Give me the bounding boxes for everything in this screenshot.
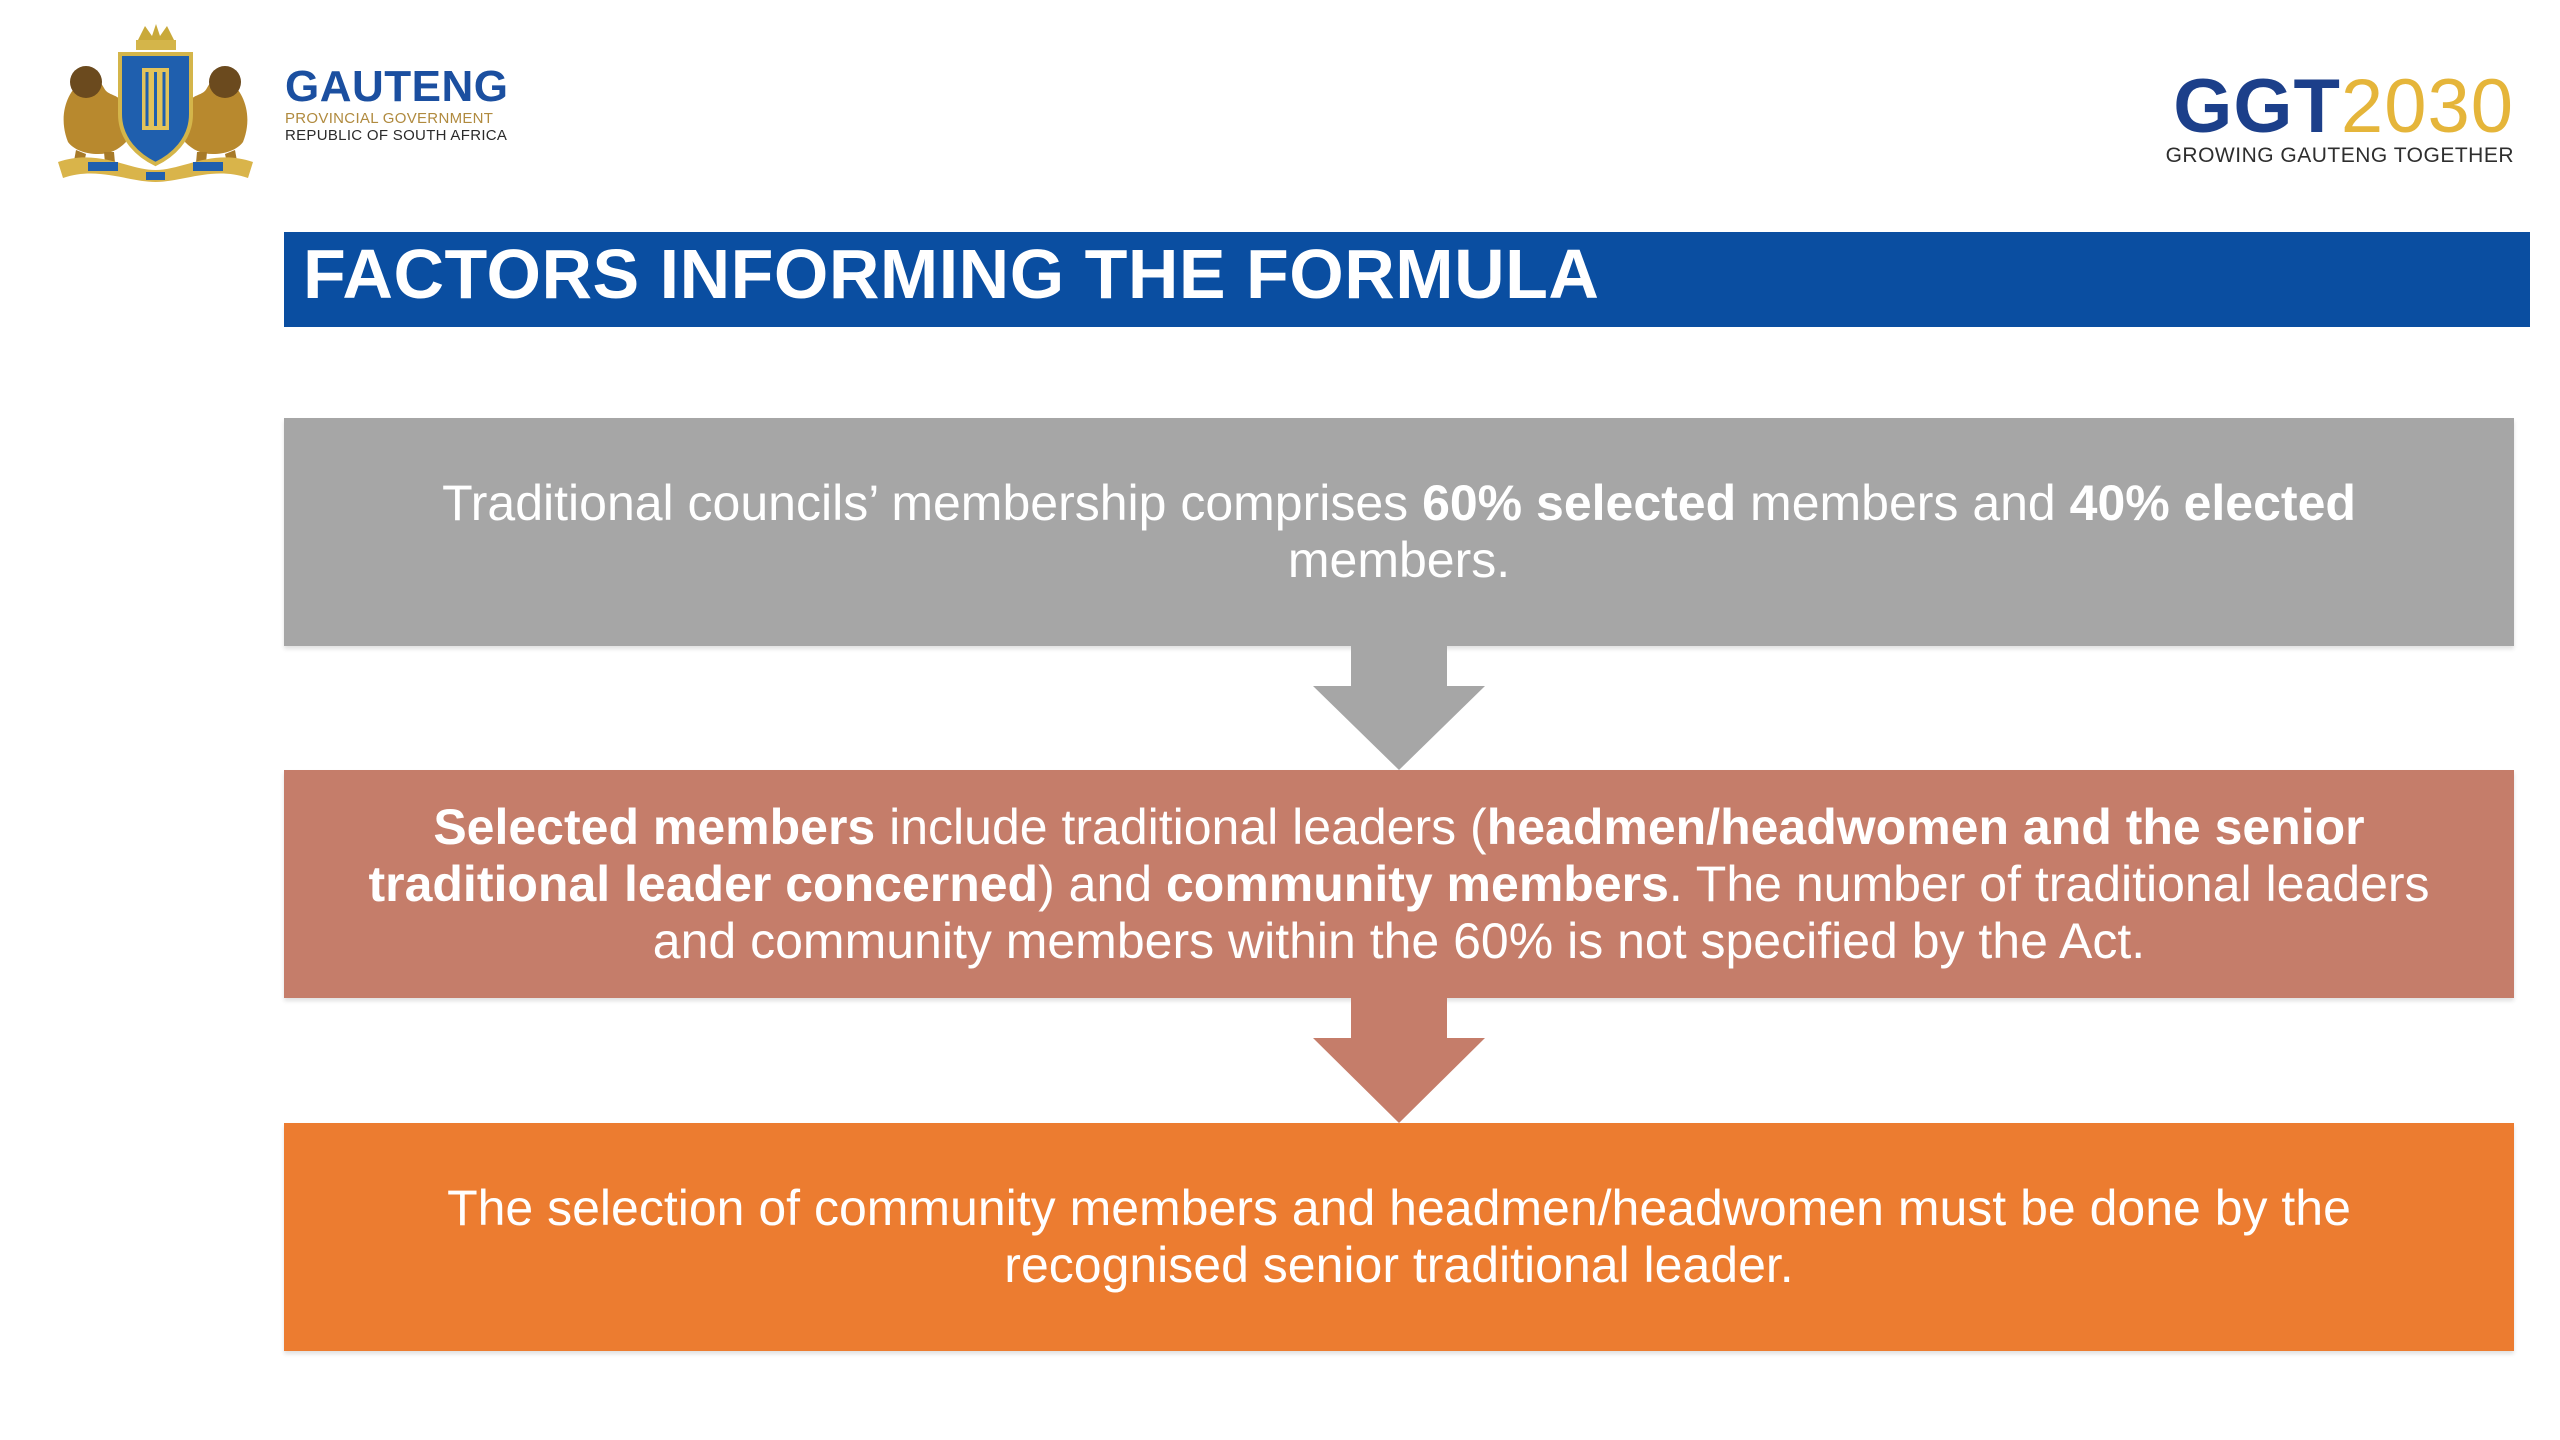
- ggt-letters: GGT: [2173, 64, 2341, 149]
- gauteng-logo-text: [285, 63, 509, 144]
- flow-text-segment: Selected members: [433, 798, 876, 855]
- flow-box-3: [284, 1123, 2514, 1351]
- flow-text-segment: 40% elected: [2069, 475, 2356, 531]
- flow-text-segment: community members: [1165, 855, 1669, 912]
- ggt2030-tagline: GROWING GAUTENG TOGETHER: [2165, 144, 2514, 167]
- flow-text-segment: members.: [1287, 532, 1511, 588]
- ggt2030-wordmark: [2166, 64, 2514, 149]
- flow-text-segment: Traditional councils’ membership comprises: [442, 475, 1423, 531]
- flow-text-segment: include traditional leaders (: [875, 798, 1487, 855]
- flow-box-1-text: [354, 475, 2444, 589]
- gauteng-subtitle: PROVINCIAL GOVERNMENT: [285, 109, 494, 127]
- gauteng-country: REPUBLIC OF SOUTH AFRICA: [285, 126, 508, 144]
- coat-of-arms-icon: [48, 22, 263, 184]
- flow-box-2: [284, 770, 2514, 998]
- down-arrow-icon: [1313, 998, 1485, 1123]
- ggt-year: 2030: [2340, 64, 2514, 149]
- gauteng-name: GAUTENG: [285, 61, 509, 111]
- ggt2030-logo: [2165, 64, 2514, 168]
- flow-text-segment: members and: [1736, 475, 2070, 531]
- flow-text-segment: headmen/headwomen and the senior traditional leader concerned: [368, 798, 2365, 912]
- slide-title: FACTORS INFORMING THE FORMULA: [303, 234, 1600, 313]
- flow-box-1: [284, 418, 2514, 646]
- flow-text-segment: . The number of traditional leaders and community members within the 60% is not specified by the Act.: [652, 855, 2430, 969]
- flow-text-segment: The selection of community members and headmen/headwomen must be done by the recognised senior traditional leader.: [447, 1180, 2351, 1293]
- flow-text-segment: 60% selected: [1422, 475, 1737, 531]
- flow-text-segment: ) and: [1038, 855, 1166, 912]
- gauteng-logo: [48, 22, 509, 184]
- down-arrow-icon: [1313, 646, 1485, 770]
- flow-box-2-text: [354, 799, 2444, 970]
- flow-box-3-text: [354, 1180, 2444, 1294]
- title-bar: [284, 232, 2530, 327]
